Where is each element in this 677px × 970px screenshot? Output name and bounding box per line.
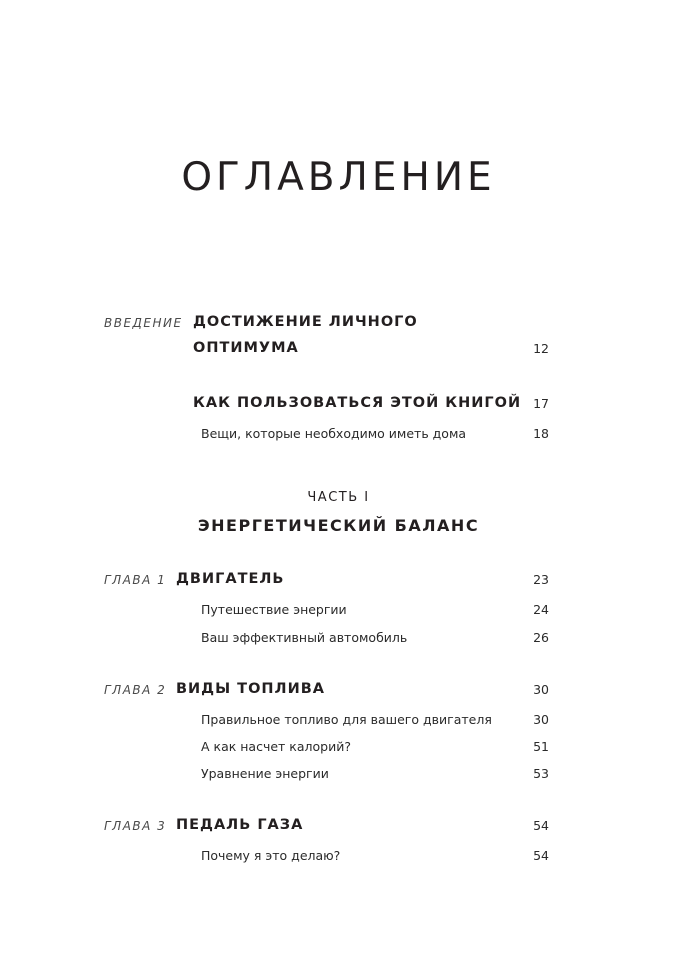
chapter-1-page-number: 23: [533, 572, 549, 587]
chapter-1-sub-1-page: 24: [533, 602, 549, 617]
howto-sub-item: Вещи, которые необходимо иметь дома: [201, 426, 467, 441]
intro-label: ВВЕДЕНИЕ: [104, 316, 183, 330]
chapter-2-label: ГЛАВА 2: [104, 683, 167, 697]
howto-page-number: 17: [533, 396, 549, 411]
chapter-2-sub-2: А как насчет калорий?: [201, 739, 351, 754]
chapter-2-sub-2-page: 51: [533, 739, 549, 754]
howto-sub-page-number: 18: [533, 426, 549, 441]
chapter-3-title: ПЕДАЛЬ ГАЗА: [176, 817, 304, 833]
intro-heading-line1: ДОСТИЖЕНИЕ ЛИЧНОГО: [193, 314, 418, 330]
chapter-1-title: ДВИГАТЕЛЬ: [176, 571, 285, 587]
chapter-1-sub-2-page: 26: [533, 630, 549, 645]
part-label: ЧАСТЬ I: [307, 490, 370, 505]
chapter-2-sub-1: Правильное топливо для вашего двигателя: [201, 712, 492, 727]
chapter-3-sub-1-page: 54: [533, 848, 549, 863]
chapter-2-sub-3-page: 53: [533, 766, 549, 781]
chapter-2-title: ВИДЫ ТОПЛИВА: [176, 681, 325, 697]
chapter-2-sub-3: Уравнение энергии: [201, 766, 329, 781]
chapter-3-label: ГЛАВА 3: [104, 819, 167, 833]
page-title: ОГЛАВЛЕНИЕ: [181, 155, 496, 200]
chapter-2-sub-1-page: 30: [533, 712, 549, 727]
chapter-3-sub-1: Почему я это делаю?: [201, 848, 341, 863]
howto-heading: КАК ПОЛЬЗОВАТЬСЯ ЭТОЙ КНИГОЙ: [193, 395, 522, 411]
intro-heading-line2: ОПТИМУМА: [193, 340, 299, 356]
part-title: ЭНЕРГЕТИЧЕСКИЙ БАЛАНС: [197, 516, 480, 535]
intro-page-number: 12: [533, 341, 549, 356]
chapter-1-label: ГЛАВА 1: [104, 573, 167, 587]
chapter-2-page-number: 30: [533, 682, 549, 697]
chapter-1-sub-2: Ваш эффективный автомобиль: [201, 630, 408, 645]
chapter-1-sub-1: Путешествие энергии: [201, 602, 347, 617]
chapter-3-page-number: 54: [533, 818, 549, 833]
